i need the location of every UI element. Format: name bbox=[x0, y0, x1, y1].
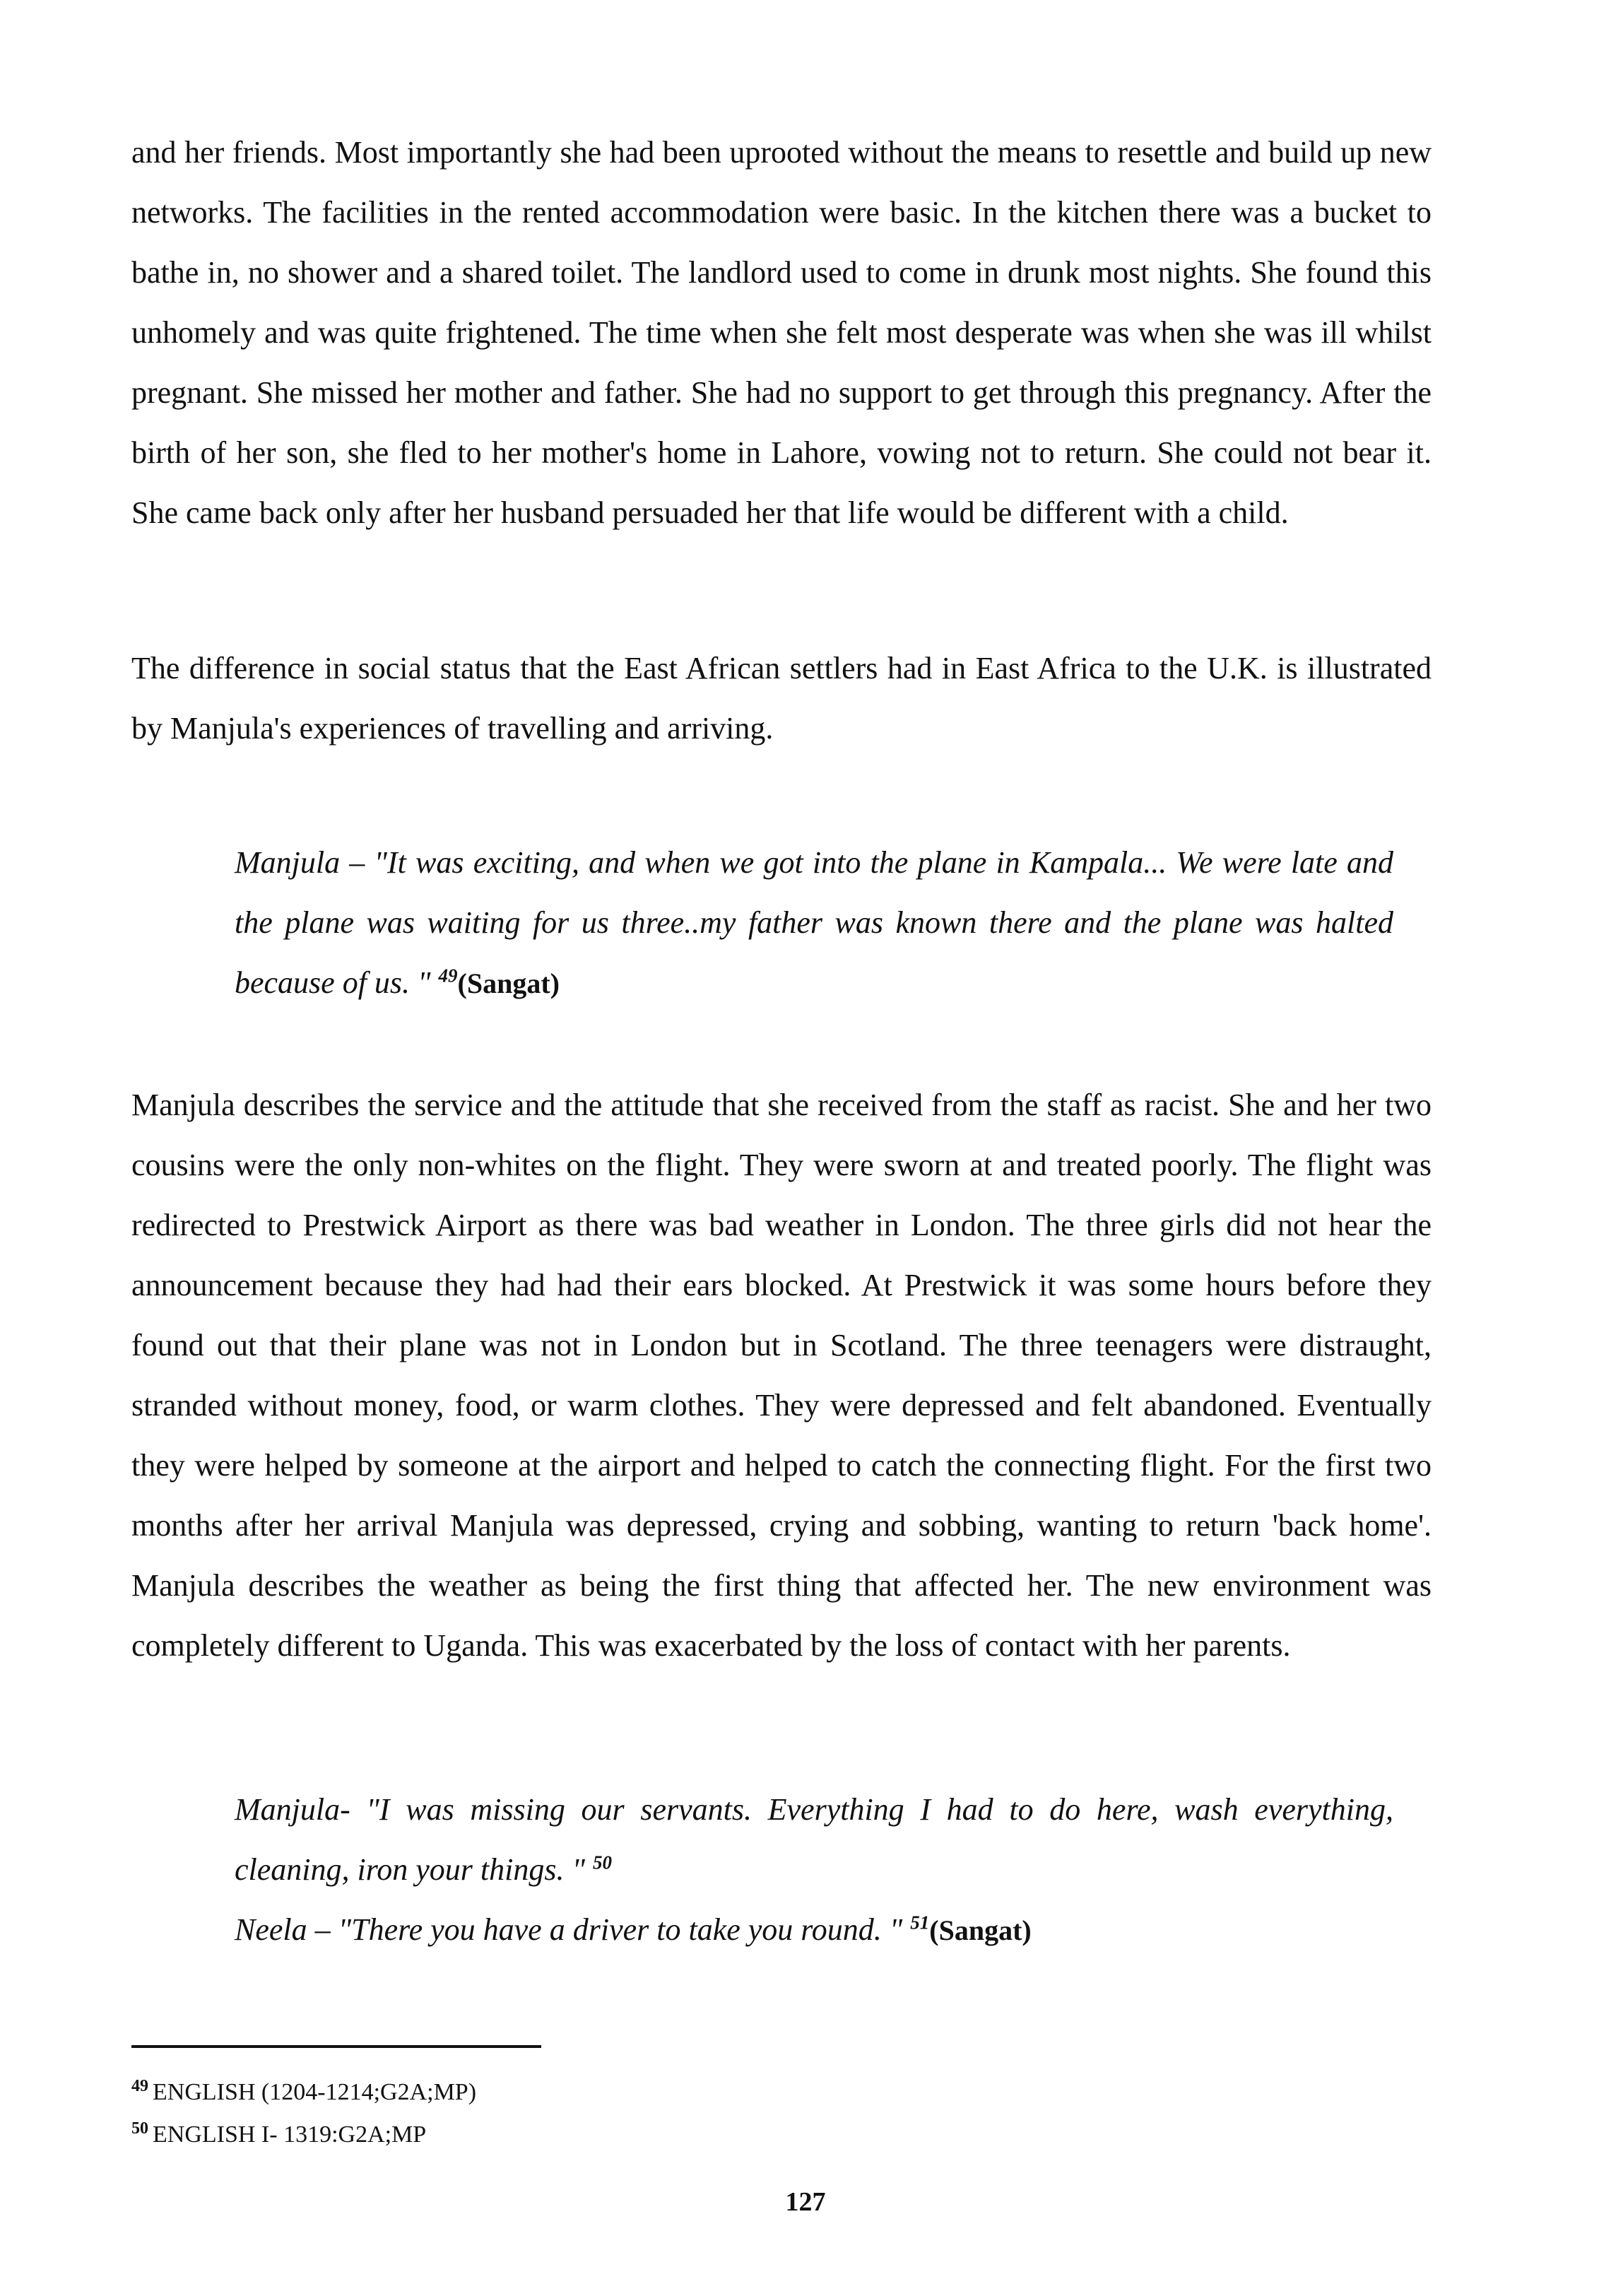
footnote-ref-51: 51 bbox=[910, 1912, 930, 1933]
paragraph-lahore-experience: and her friends. Most importantly she had been uprooted without the means to resettle and build up new networks. The facilities in the rented accommodation were basic. In the kitchen there was a bucket to bathe in, no shower and a shared toilet. The landlord used to come in drunk most nights. She found this unhomely and was quite frightened. The time when she felt most desperate was when she was ill whilst pregnant. She missed her mother and father. She had no support to get through this pregnancy. After the birth of her son, she fled to her mother's home in Lahore, vowing not to return. She could not bear it. She came back only after her husband persuaded her that life would be different with a child. bbox=[131, 135, 1432, 530]
quote-manjula-servants-text: Manjula- "I was missing our servants. Everything I had to do here, wash everything, cleaning, iron your things. " bbox=[235, 1792, 1393, 1887]
footnote-50 bbox=[131, 2119, 426, 2151]
footnote-number: 49 bbox=[131, 2076, 148, 2095]
quote-servants bbox=[235, 1779, 1393, 1900]
quote-neela-driver bbox=[235, 1900, 1393, 1960]
quote-source: (Sangat) bbox=[457, 967, 560, 999]
quote-source: (Sangat) bbox=[929, 1914, 1032, 1946]
quote-manjula-plane-text: Manjula – "It was exciting, and when we got into the plane in Kampala... We were late and the plane was waiting for us three..my father was known there and the plane was halted because of us. " bbox=[235, 845, 1393, 1000]
footnote-text: ENGLISH (1204-1214;G2A;MP) bbox=[153, 2079, 477, 2105]
footnote-number: 50 bbox=[131, 2119, 148, 2138]
quote-manjula-plane bbox=[235, 832, 1393, 1013]
quote-neela-driver-text: Neela – "There you have a driver to take you round. " bbox=[235, 1912, 903, 1947]
paragraph-social-status: The difference in social status that the East African settlers had in East Africa to the U.K. is illustrated by Manjula's experiences of travelling and arriving. bbox=[131, 651, 1432, 746]
footnote-ref-49: 49 bbox=[438, 965, 458, 987]
footnote-49 bbox=[131, 2076, 476, 2109]
footnote-divider bbox=[131, 2045, 541, 2048]
paragraph-racist-flight: Manjula describes the service and the attitude that she received from the staff as racist. She and her two cousins were the only non-whites on the flight. They were sworn at and treated poorly. The flight was redirected to Prestwick Airport as there was bad weather in London. The three girls did not hear the announcement because they had had their ears blocked. At Prestwick it was some hours before they found out that their plane was not in London but in Scotland. The three teenagers were distraught, stranded without money, food, or warm clothes. They were depressed and felt abandoned. Eventually they were helped by someone at the airport and helped to catch the connecting flight. For the first two months after her arrival Manjula was depressed, crying and sobbing, wanting to return 'back home'. Manjula describes the weather as being the first thing that affected her. The new environment was completely different to Uganda. This was exacerbated by the loss of contact with her parents. bbox=[131, 1088, 1432, 1663]
footnote-text: ENGLISH I- 1319:G2A;MP bbox=[153, 2121, 427, 2148]
footnote-ref-50: 50 bbox=[592, 1851, 612, 1873]
page-number: 127 bbox=[785, 2187, 826, 2217]
